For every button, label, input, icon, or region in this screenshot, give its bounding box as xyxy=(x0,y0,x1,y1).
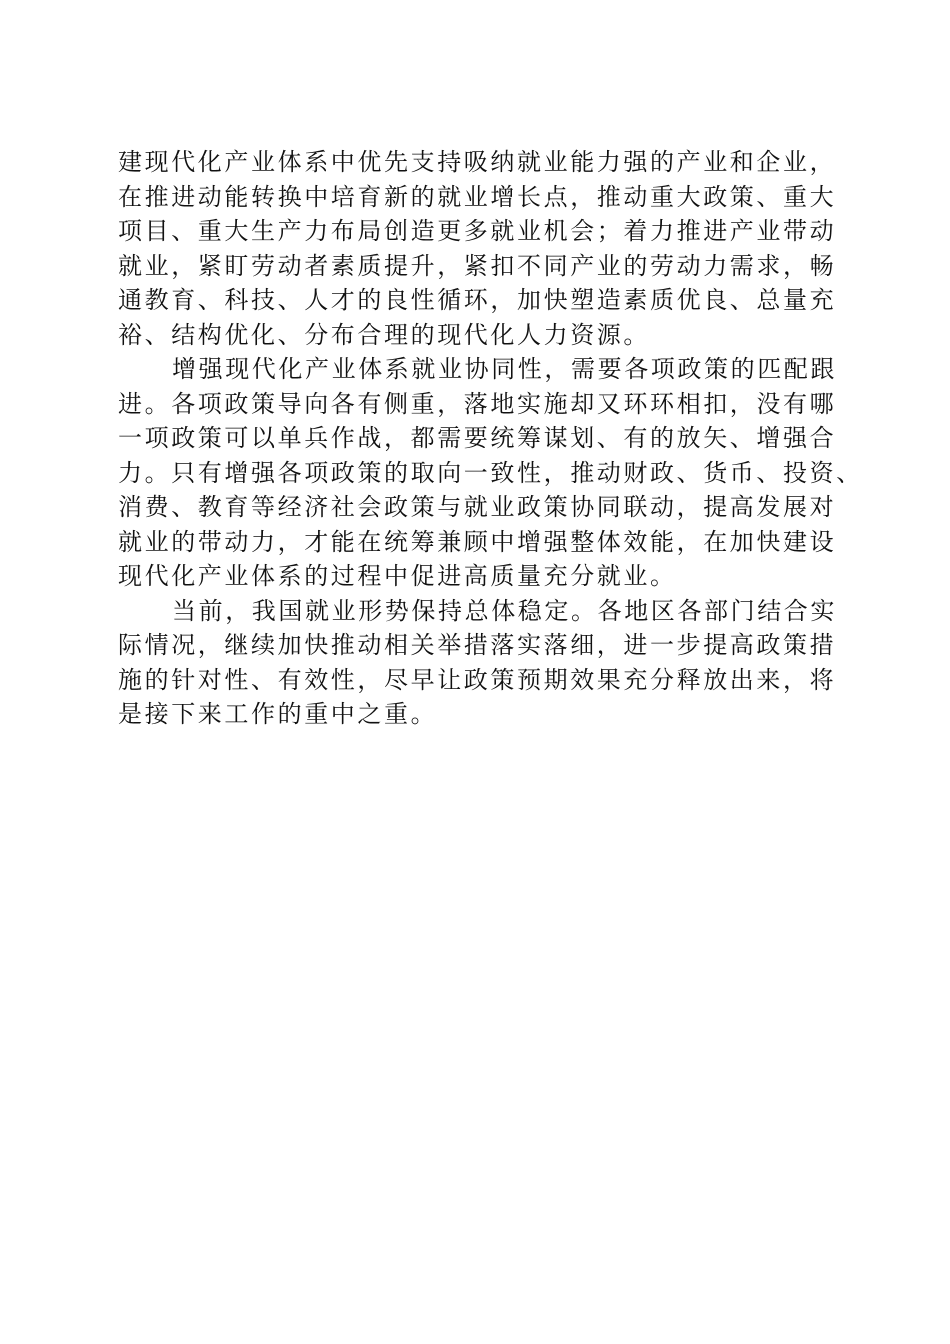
text-line: 在推进动能转换中培育新的就业增长点，推动重大政策、重大 xyxy=(118,182,837,211)
text-line: 消费、教育等经济社会政策与就业政策协同联动，提高发展对 xyxy=(118,493,837,521)
text-line: 是接下来工作的重中之重。 xyxy=(118,700,438,728)
text-line: 际情况，继续加快推动相关举措落实落细，进一步提高政策措 xyxy=(118,631,837,659)
text-line: 进。各项政策导向各有侧重，落地实施却又环环相扣，没有哪 xyxy=(118,389,837,418)
text-line: 施的针对性、有效性，尽早让政策预期效果充分释放出来，将 xyxy=(118,665,837,694)
text-line: 现代化产业体系的过程中促进高质量充分就业。 xyxy=(118,562,677,590)
paragraph-continuation xyxy=(118,145,838,352)
text-line: 增强现代化产业体系就业协同性，需要各项政策的匹配跟 xyxy=(172,355,837,383)
text-line: 就业，紧盯劳动者素质提升，紧扣不同产业的劳动力需求，畅 xyxy=(118,251,837,280)
text-line: 项目、重大生产力布局创造更多就业机会；着力推进产业带动 xyxy=(118,217,837,245)
text-line: 通教育、科技、人才的良性循环，加快塑造素质优良、总量充 xyxy=(118,286,837,314)
text-line: 一项政策可以单兵作战，都需要统筹谋划、有的放矢、增强合 xyxy=(118,424,837,452)
text-line: 当前，我国就业形势保持总体稳定。各地区各部门结合实 xyxy=(172,596,837,625)
paragraph-policy-coordination xyxy=(118,352,863,594)
text-line: 力。只有增强各项政策的取向一致性，推动财政、货币、投资、 xyxy=(118,458,863,487)
text-line: 裕、结构优化、分布合理的现代化人力资源。 xyxy=(118,320,650,349)
text-line: 建现代化产业体系中优先支持吸纳就业能力强的产业和企业， xyxy=(118,148,837,176)
paragraph-conclusion xyxy=(118,594,838,732)
text-line: 就业的带动力，才能在统筹兼顾中增强整体效能，在加快建设 xyxy=(118,527,837,556)
document-body xyxy=(118,145,863,732)
